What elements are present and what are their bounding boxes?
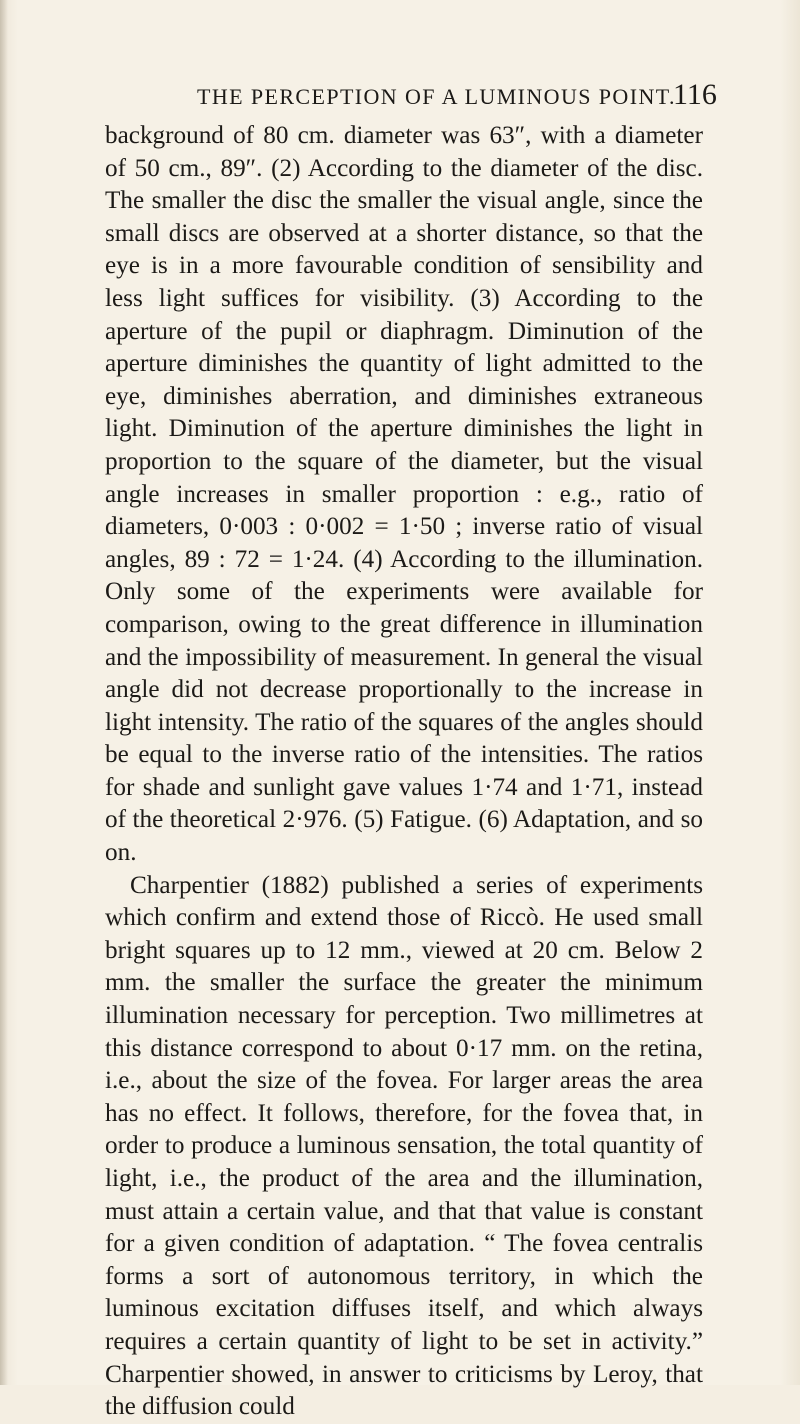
- paragraph: Charpentier (1882) published a series of experiments which confirm and extend those of Riccò. He used small bright squares up to 12 mm., viewed at 20 cm. Below 2 mm. the smaller the surface the greater the minimum illumination necessary for perception. Two millimetres at this distance correspond to about 0·17 mm. on the retina, i.e., about the size of the fovea. For larger areas the area has no effect. It follows, therefore, for the fovea that, in order to produce a luminous sensation, the total quantity of light, i.e., the product of the area and the illumination, must attain a certain value, and that that value is constant for a given condition of adaptation. “ The fovea centralis forms a sort of autonomous territory, in which the luminous excitation diffuses itself, and which always requires a certain quantity of light to be set in activity.” Charpentier showed, in answer to criticisms by Leroy, that the diffusion could: [105, 871, 703, 1421]
- binding-shadow: [0, 0, 8, 1385]
- paragraph: background of 80 cm. diameter was 63″, with a diameter of 50 cm., 89″. (2) According to the diameter of the disc. The smaller the disc the smaller the visual angle, since the small discs are observed at a shorter distance, so that the eye is in a more favourable condition of sensibility and less light suffices for visibility. (3) According to the aperture of the pupil or diaphragm. Diminution of the aperture diminishes the quantity of light admitted to the eye, diminishes aberration, and diminishes extraneous light. Diminution of the aperture diminishes the light in proportion to the square of the diameter, but the visual angle increases in smaller proportion : e.g., ratio of diameters, 0·003 : 0·002 = 1·50 ; inverse ratio of visual angles, 89 : 72 = 1·24. (4) According to the illumination. Only some of the experiments were available for comparison, owing to the great difference in illumination and the impossibility of measurement. In general the visual angle did not decrease proportionally to the increase in light intensity. The ratio of the squares of the angles should be equal to the inverse ratio of the intensities. The ratios for shade and sunlight gave values 1·74 and 1·71, instead of the theoretical 2·976. (5) Fatigue. (6) Adaptation, and so on.: [105, 122, 703, 867]
- page-number: 116: [673, 78, 717, 111]
- running-title: THE PERCEPTION OF A LUMINOUS POINT.: [197, 84, 676, 109]
- body-text: [105, 120, 703, 1424]
- page-header: [0, 78, 800, 118]
